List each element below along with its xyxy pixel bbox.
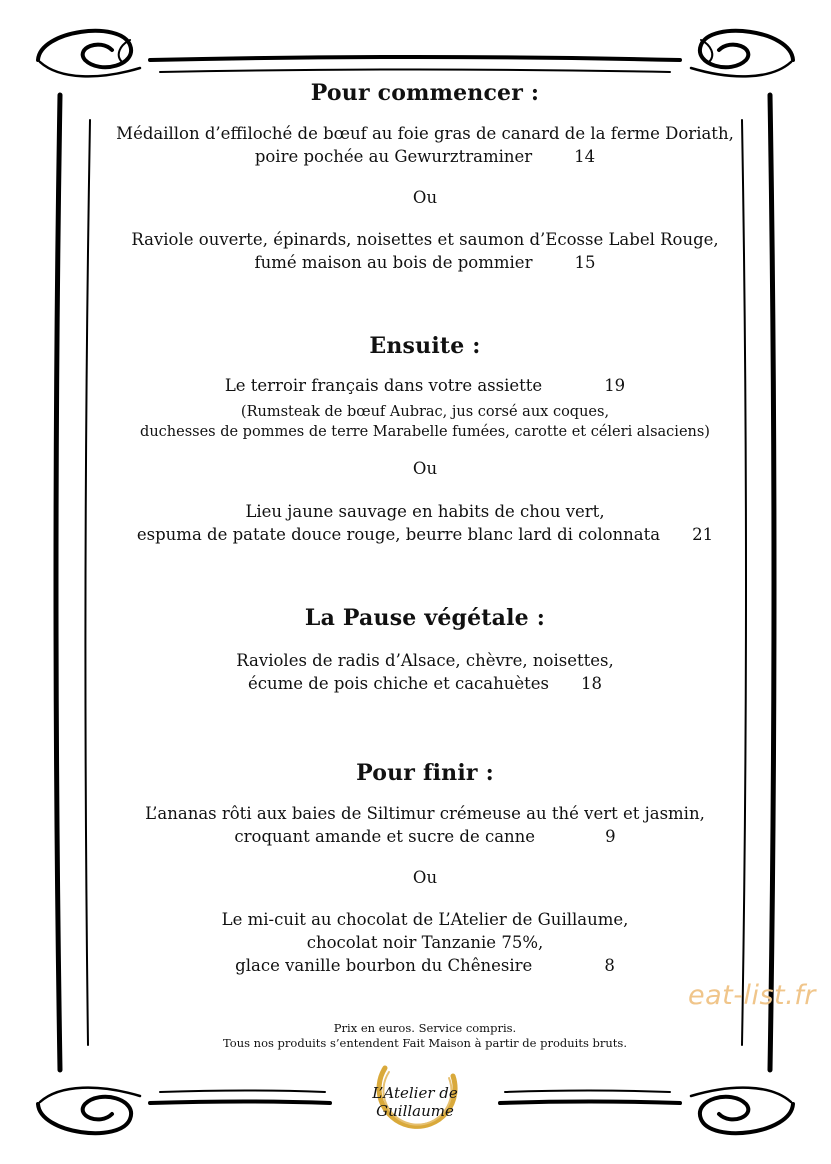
- separator-ou: Ou: [412, 188, 438, 207]
- section-title-pause-vegetale: La Pause végétale :: [304, 605, 546, 631]
- menu-item-line: Le mi-cuit au chocolat de L’Atelier de Guillaume,: [221, 910, 629, 929]
- menu-item-price: 8: [604, 956, 615, 975]
- menu-item-line: Raviole ouverte, épinards, noisettes et saumon d’Ecosse Label Rouge,: [131, 230, 719, 249]
- menu-item-last-line: [70, 253, 780, 273]
- menu-item-last-line: [70, 376, 780, 396]
- menu-item-line: chocolat noir Tanzanie 75%,: [306, 933, 544, 952]
- menu-item-line: L’ananas rôti aux baies de Siltimur crémeuse au thé vert et jasmin,: [145, 804, 705, 823]
- menu-item-text: espuma de patate douce rouge, beurre blanc lard di colonnata: [136, 525, 661, 544]
- menu-item-price: 18: [581, 674, 603, 693]
- menu-item-last-line: [70, 827, 780, 847]
- menu-item-text: croquant amande et sucre de canne: [234, 827, 536, 846]
- footer-homemade-note: Tous nos produits s’entendent Fait Maison à partir de produits bruts.: [223, 1036, 627, 1050]
- menu-item-price: 21: [692, 525, 714, 544]
- menu-item-text: Le terroir français dans votre assiette: [224, 376, 543, 395]
- menu-item-price: 15: [574, 253, 596, 272]
- menu-item-text: fumé maison au bois de pommier: [254, 253, 533, 272]
- logo-text: L’Atelier de Guillaume: [372, 1084, 458, 1120]
- section-title-pour-finir: Pour finir :: [356, 760, 494, 786]
- restaurant-logo: [335, 1058, 495, 1144]
- menu-item-description: (Rumsteak de bœuf Aubrac, jus corsé aux coques,: [240, 404, 610, 420]
- section-title-ensuite: Ensuite :: [369, 333, 481, 359]
- menu-item-price: 19: [604, 376, 626, 395]
- menu-item-price: 14: [574, 147, 596, 166]
- menu-item-price: 9: [605, 827, 616, 846]
- menu-item-last-line: [70, 525, 780, 545]
- menu-item-description: duchesses de pommes de terre Marabelle fumées, carotte et céleri alsaciens): [140, 424, 710, 440]
- separator-ou: Ou: [412, 868, 438, 887]
- menu-item-last-line: [70, 147, 780, 167]
- menu-item-line: Lieu jaune sauvage en habits de chou vert,: [245, 502, 605, 521]
- menu-item-line: Médaillon d’effiloché de bœuf au foie gras de canard de la ferme Doriath,: [116, 124, 734, 143]
- watermark: eat-list.fr: [688, 980, 816, 1011]
- menu-item-line: Ravioles de radis d’Alsace, chèvre, noisettes,: [236, 651, 614, 670]
- menu-item-last-line: [70, 956, 780, 976]
- separator-ou: Ou: [412, 459, 438, 478]
- footer-price-note: Prix en euros. Service compris.: [333, 1021, 517, 1035]
- section-title-pour-commencer: Pour commencer :: [310, 80, 540, 106]
- menu-item-text: poire pochée au Gewurztraminer: [254, 147, 533, 166]
- menu-item-last-line: [70, 674, 780, 694]
- menu-item-text: glace vanille bourbon du Chênesire: [235, 956, 533, 975]
- menu-item-text: écume de pois chiche et cacahuètes: [247, 674, 550, 693]
